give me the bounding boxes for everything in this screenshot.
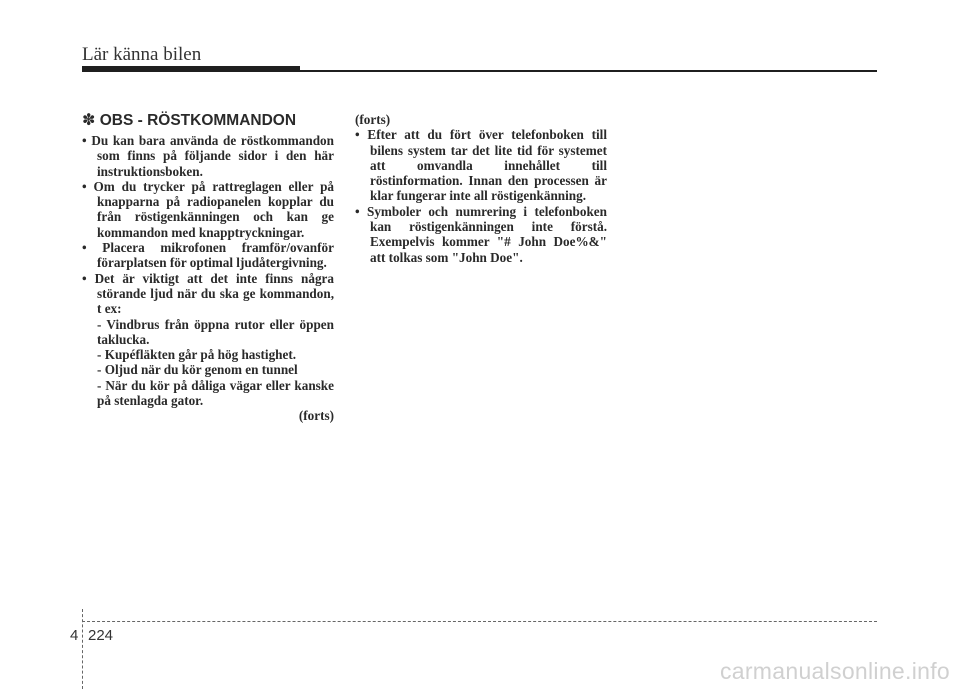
notice-title bbox=[82, 112, 334, 130]
chapter-number: 4 bbox=[70, 627, 79, 644]
right-column bbox=[355, 112, 607, 265]
footer-vertical-divider bbox=[82, 609, 83, 689]
footer-divider bbox=[82, 621, 877, 623]
left-column bbox=[82, 112, 334, 424]
bullet-item: • Symboler och numrering i telefonboken kan röstigenkänningen inte förstå. Exempelvis kommer "# John Doe%&" att tolkas som "John Doe". bbox=[355, 203, 607, 265]
header-bar-thick bbox=[82, 66, 300, 72]
bullet-item: • Du kan bara använda de röstkommandon som finns på följande sidor i den här instruktionsboken. bbox=[82, 133, 334, 179]
header-bar-thin bbox=[300, 70, 877, 72]
bullet-item: • Det är viktigt att det inte finns några störande ljud när du ska ge kommandon, t ex: bbox=[82, 270, 334, 317]
watermark: carmanualsonline.info bbox=[719, 658, 950, 684]
continued-label: (forts) bbox=[298, 408, 334, 424]
page-number: 224 bbox=[88, 627, 114, 644]
star-icon: ✽ bbox=[82, 112, 96, 129]
sub-item: - Kupéfläkten går på hög hastighet. bbox=[97, 347, 297, 363]
continued-label: (forts) bbox=[355, 112, 391, 127]
bullet-item: • Om du trycker på rattreglagen eller på knapparna på radiopanelen kopplar du från röstigenkänningen och kan ge kommandon med knapptryckningar. bbox=[82, 178, 334, 240]
header-title: Lär känna bilen bbox=[82, 44, 202, 65]
notice-title-text: OBS - RÖSTKOMMANDON bbox=[99, 112, 297, 129]
bullet-item: • Placera mikrofonen framför/ovanför förarplatsen för optimal ljudåtergivning. bbox=[82, 240, 334, 271]
bullet-item: • Efter att du fört över telefonboken till bilens system tar det lite tid för systemet att omvandla innehållet till röstinformation. Innan den processen är klar fungerar inte all röstigenkänning. bbox=[355, 127, 607, 204]
sub-item: - Oljud när du kör genom en tunnel bbox=[97, 362, 298, 378]
sub-item: - När du kör på dåliga vägar eller kanske på stenlagda gator. bbox=[97, 377, 334, 409]
sub-item: - Vindbrus från öppna rutor eller öppen taklucka. bbox=[97, 316, 334, 347]
